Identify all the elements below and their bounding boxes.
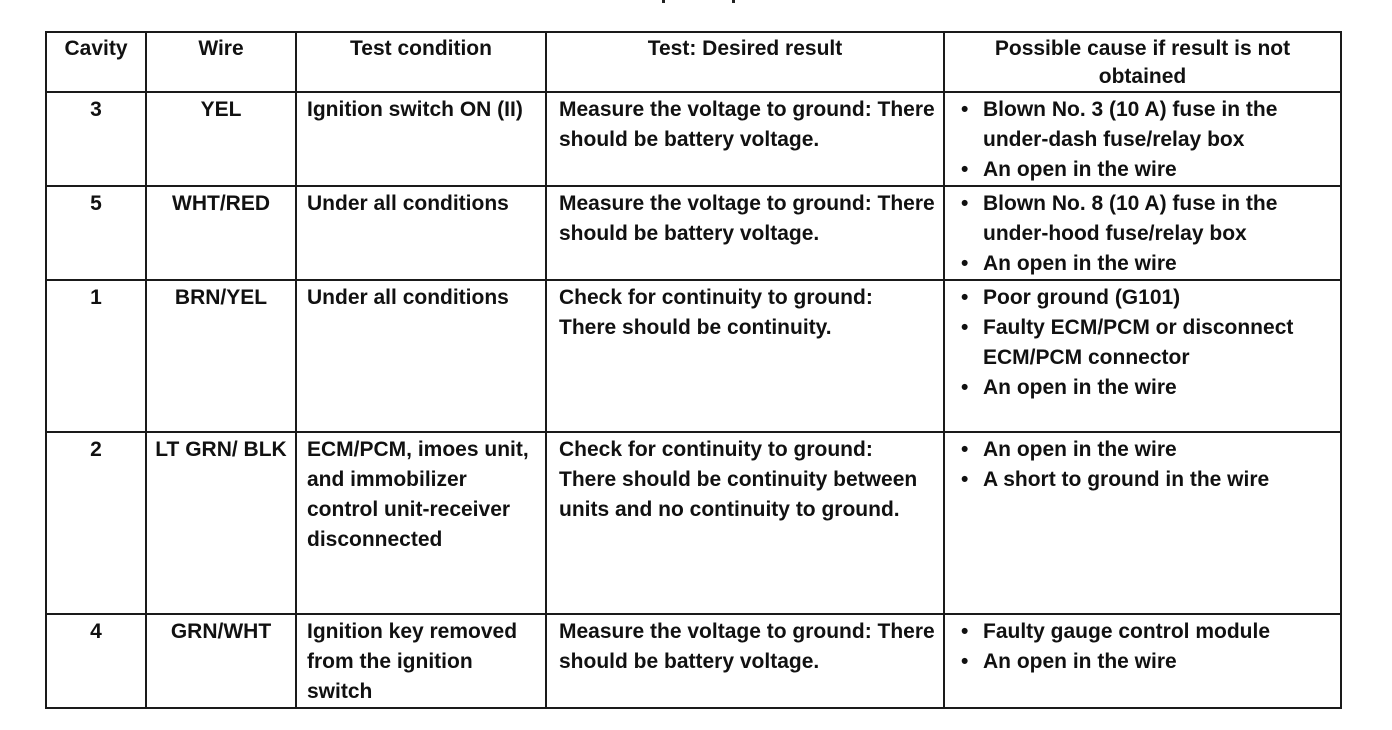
table-row (46, 186, 1341, 280)
cavity-cell: 5 (46, 186, 146, 280)
table-row (46, 432, 1341, 614)
cause-item (955, 373, 1332, 403)
causes-cell (944, 92, 1341, 186)
bullet-icon: • (961, 376, 969, 399)
causes-cell (944, 432, 1341, 614)
wire-cell: GRN/WHT (146, 614, 296, 708)
condition-cell: Ignition switch ON (II) (296, 92, 546, 186)
wire-cell: BRN/YEL (146, 280, 296, 432)
wire-cell: WHT/RED (146, 186, 296, 280)
cause-text: Blown No. 3 (10 A) fuse in the under-dash fuse/relay box (983, 98, 1278, 151)
cause-text: Blown No. 8 (10 A) fuse in the under-hood fuse/relay box (983, 192, 1278, 245)
cause-text: An open in the wire (983, 376, 1177, 399)
scan-marks (662, 0, 742, 4)
cause-text: An open in the wire (983, 158, 1177, 181)
header-wire: Wire (146, 32, 296, 92)
bullet-icon: • (961, 192, 969, 215)
cause-item (955, 189, 1332, 249)
result-cell: Check for continuity to ground: There should be continuity between units and no continuity to ground. (546, 432, 944, 614)
cause-text: Poor ground (G101) (983, 286, 1181, 309)
cause-text: An open in the wire (983, 252, 1177, 275)
result-cell: Measure the voltage to ground: There should be battery voltage. (546, 92, 944, 186)
cause-item (955, 155, 1332, 185)
cause-item (955, 95, 1332, 155)
cavity-cell: 1 (46, 280, 146, 432)
bullet-icon: • (961, 316, 969, 339)
cavity-cell: 3 (46, 92, 146, 186)
causes-cell (944, 614, 1341, 708)
cause-item (955, 465, 1332, 495)
result-cell: Measure the voltage to ground: There should be battery voltage. (546, 614, 944, 708)
wire-cell: LT GRN/ BLK (146, 432, 296, 614)
result-cell: Measure the voltage to ground: There should be battery voltage. (546, 186, 944, 280)
header-possible-cause: Possible cause if result is not obtained (944, 32, 1341, 92)
cause-text: An open in the wire (983, 650, 1177, 673)
cause-text: Faulty ECM/PCM or disconnect ECM/PCM connector (983, 316, 1294, 369)
condition-cell: ECM/PCM, imoes unit, and immobilizer control unit-receiver disconnected (296, 432, 546, 614)
cause-item (955, 617, 1332, 647)
bullet-icon: • (961, 158, 969, 181)
condition-cell: Under all conditions (296, 186, 546, 280)
table-row (46, 92, 1341, 186)
cause-text: A short to ground in the wire (983, 468, 1270, 491)
table-row (46, 280, 1341, 432)
header-cavity: Cavity (46, 32, 146, 92)
result-cell: Check for continuity to ground: There should be continuity. (546, 280, 944, 432)
cavity-cell: 2 (46, 432, 146, 614)
cause-item (955, 249, 1332, 279)
header-desired-result: Test: Desired result (546, 32, 944, 92)
cavity-cell: 4 (46, 614, 146, 708)
bullet-icon: • (961, 620, 969, 643)
cause-text: Faulty gauge control module (983, 620, 1271, 643)
causes-cell (944, 280, 1341, 432)
cause-item (955, 435, 1332, 465)
wire-cell: YEL (146, 92, 296, 186)
condition-cell: Ignition key removed from the ignition switch (296, 614, 546, 708)
causes-cell (944, 186, 1341, 280)
wire-test-table (45, 31, 1342, 709)
bullet-icon: • (961, 252, 969, 275)
cause-item (955, 647, 1332, 677)
bullet-icon: • (961, 468, 969, 491)
cause-text: An open in the wire (983, 438, 1177, 461)
bullet-icon: • (961, 650, 969, 673)
bullet-icon: • (961, 438, 969, 461)
header-row (46, 32, 1341, 92)
table-row (46, 614, 1341, 708)
bullet-icon: • (961, 286, 969, 309)
bullet-icon: • (961, 98, 969, 121)
header-test-condition: Test condition (296, 32, 546, 92)
cause-item (955, 283, 1332, 313)
condition-cell: Under all conditions (296, 280, 546, 432)
cause-item (955, 313, 1332, 373)
